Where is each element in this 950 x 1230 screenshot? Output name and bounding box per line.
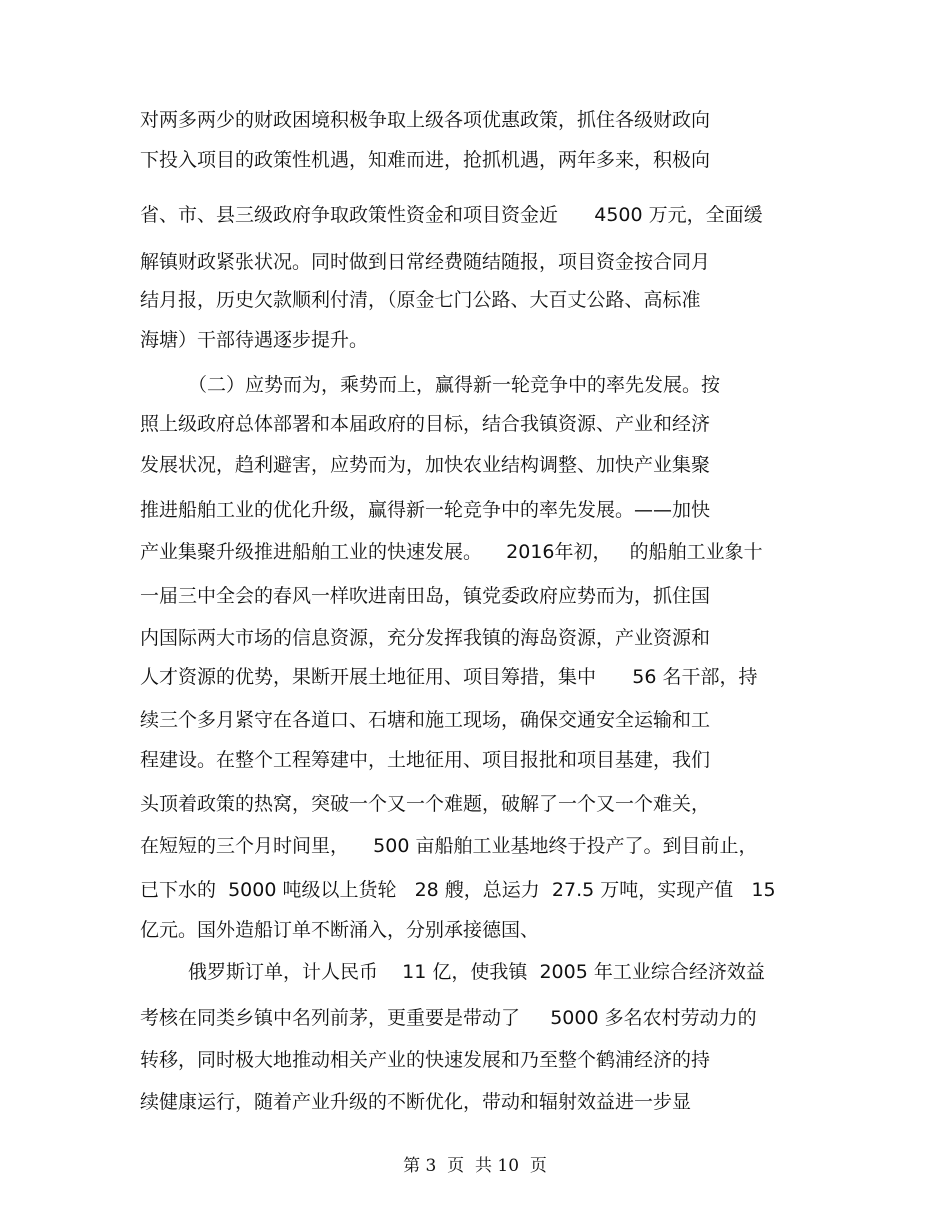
text-line: 解镇财政紧张状况。同时做到日常经费随结随报，项目资金按合同月 (140, 251, 711, 273)
page-number-footer: 第 3 页 共 10 页 (403, 1156, 547, 1176)
text-line: 照上级政府总体部署和本届政府的目标，结合我镇资源、产业和经济 (140, 413, 711, 435)
text-line: 续健康运行，随着产业升级的不断优化，带动和辐射效益进一步显 (140, 1091, 692, 1113)
text-line: 程建设。在整个工程筹建中，土地征用、项目报批和项目基建，我们 (140, 749, 711, 771)
text-line: 亿元。国外造船订单不断涌入，分别承接德国、 (140, 919, 540, 941)
text-line: 推进船舶工业的优化升级，赢得新一轮竞争中的率先发展。——加快 (140, 499, 711, 521)
text-line: 产业集聚升级推进船舶工业的快速发展。 2016年初， 的船舶工业象十 (140, 541, 763, 563)
text-line: 下投入项目的政策性机遇，知难而进，抢抓机遇，两年多来，积极向 (140, 149, 711, 171)
text-line: 人才资源的优势，果断开展土地征用、项目筹措，集中 56 名干部，持 (140, 666, 758, 688)
paragraph-start-line: （二）应势而为，乘势而上，赢得新一轮竞争中的率先发展。按 (188, 374, 721, 396)
text-line: 发展状况，趋利避害，应势而为，加快农业结构调整、加快产业集聚 (140, 454, 711, 476)
text-line: 已下水的 5000 吨级以上货轮 28 艘，总运力 27.5 万吨，实现产值 15 (140, 879, 776, 901)
text-line: 转移，同时极大地推动相关产业的快速发展和乃至整个鹤浦经济的持 (140, 1049, 711, 1071)
text-line: 内国际两大市场的信息资源，充分发挥我镇的海岛资源，产业资源和 (140, 627, 711, 649)
text-line: 在短短的三个月时间里， 500 亩船舶工业基地终于投产了。到目前止， (140, 835, 758, 857)
text-line: 海塘）干部待遇逐步提升。 (140, 329, 369, 351)
text-line: 续三个多月紧守在各道口、石塘和施工现场，确保交通安全运输和工 (140, 709, 711, 731)
text-line: 一届三中全会的春风一样吹进南田岛，镇党委政府应势而为，抓住国 (140, 585, 711, 607)
text-line: 省、市、县三级政府争取政策性资金和项目资金近 4500 万元，全面缓 (140, 204, 763, 226)
text-line: 头顶着政策的热窝，突破一个又一个难题，破解了一个又一个难关， (140, 793, 711, 815)
text-line: 对两多两少的财政困境积极争取上级各项优惠政策，抓住各级财政向 (140, 109, 711, 131)
text-line: 考核在同类乡镇中名列前茅，更重要是带动了 5000 多名农村劳动力的 (140, 1007, 757, 1029)
text-line: 俄罗斯订单，计人民币 11 亿，使我镇 2005 年工业综合经济效益 (188, 961, 765, 983)
text-line: 结月报，历史欠款顺利付清，（原金七门公路、大百丈公路、高标准 (140, 289, 701, 311)
